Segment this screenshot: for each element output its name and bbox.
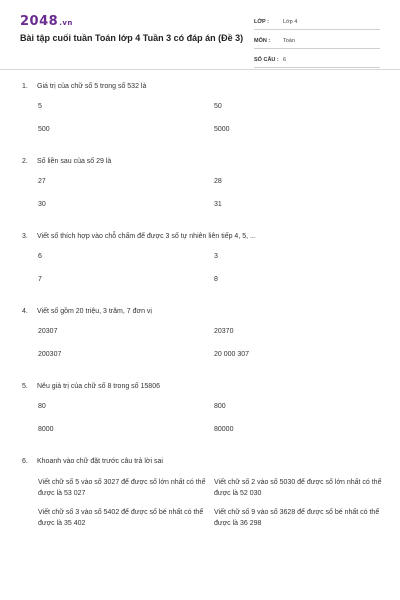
meta-label-grade: LỚP : bbox=[254, 18, 269, 25]
question-number: 6. bbox=[22, 457, 28, 465]
answer-options bbox=[22, 477, 382, 529]
meta-value-grade: Lớp 4 bbox=[283, 18, 298, 25]
answer-option[interactable]: 30 bbox=[38, 201, 46, 208]
logo-main: 2048 bbox=[20, 14, 59, 29]
answer-option[interactable]: 5 bbox=[38, 103, 42, 110]
answer-option[interactable]: 20307 bbox=[38, 328, 58, 335]
question-text: Số liền sau của số 29 là bbox=[37, 157, 112, 165]
answer-option[interactable]: 6 bbox=[38, 253, 42, 260]
question-1 bbox=[22, 80, 382, 136]
question-5 bbox=[22, 380, 382, 436]
answer-option[interactable]: 5000 bbox=[214, 126, 230, 133]
meta-row-count bbox=[254, 52, 380, 68]
question-2 bbox=[22, 155, 382, 211]
answer-option[interactable]: Viết chữ số 2 vào số 5030 để được số lớn nhất có thể được là 52 030 bbox=[214, 479, 382, 497]
question-3 bbox=[22, 230, 382, 286]
question-list bbox=[22, 80, 382, 548]
worksheet-title: Bài tập cuối tuần Toán lớp 4 Tuần 3 có đáp án (Đề 3) bbox=[20, 33, 244, 43]
question-4 bbox=[22, 305, 382, 361]
question-text: Viết số gồm 20 triệu, 3 trăm, 7 đơn vị bbox=[37, 307, 152, 315]
answer-options bbox=[22, 176, 382, 211]
worksheet-header bbox=[0, 0, 400, 70]
answer-option[interactable]: Viết chữ số 5 vào số 3027 để được số lớn nhất có thể được là 53 027 bbox=[38, 479, 206, 497]
answer-options bbox=[22, 251, 382, 286]
answer-option[interactable]: 200307 bbox=[38, 351, 62, 358]
answer-option[interactable]: 50 bbox=[214, 103, 222, 110]
question-number: 3. bbox=[22, 232, 28, 240]
meta-value-subject: Toán bbox=[283, 37, 295, 44]
answer-option[interactable]: 800 bbox=[214, 403, 226, 410]
meta-row-subject bbox=[254, 33, 380, 49]
question-6 bbox=[22, 455, 382, 529]
answer-option[interactable]: 8000 bbox=[38, 426, 54, 433]
question-text: Giá trị của chữ số 5 trong số 532 là bbox=[37, 82, 147, 90]
answer-options bbox=[22, 101, 382, 136]
question-number: 4. bbox=[22, 307, 28, 315]
answer-option[interactable]: 20370 bbox=[214, 328, 234, 335]
answer-option[interactable]: 7 bbox=[38, 276, 42, 283]
answer-option[interactable]: 8 bbox=[214, 276, 218, 283]
answer-options bbox=[22, 326, 382, 361]
question-number: 1. bbox=[22, 82, 28, 90]
question-number: 5. bbox=[22, 382, 28, 390]
question-text: Viết số thích hợp vào chỗ chấm để được 3 số tự nhiên liên tiếp 4, 5, ... bbox=[37, 232, 256, 240]
question-text: Nêu giá trị của chữ số 8 trong số 15806 bbox=[37, 382, 160, 390]
meta-row-grade bbox=[254, 14, 380, 30]
answer-options bbox=[22, 401, 382, 436]
worksheet-meta bbox=[254, 14, 380, 71]
answer-option[interactable]: 31 bbox=[214, 201, 222, 208]
question-number: 2. bbox=[22, 157, 28, 165]
logo-tld: .vn bbox=[59, 19, 73, 27]
answer-option[interactable]: 500 bbox=[38, 126, 50, 133]
meta-label-count: SỐ CÂU : bbox=[254, 56, 279, 63]
answer-option[interactable]: Viết chữ số 3 vào số 5402 để được số bé nhất có thể được là 35 402 bbox=[38, 509, 204, 527]
answer-option[interactable]: Viết chữ số 9 vào số 3628 để được số bé nhất có thể được là 36 298 bbox=[214, 509, 380, 527]
meta-label-subject: MÔN : bbox=[254, 37, 271, 44]
meta-value-count: 6 bbox=[283, 56, 287, 63]
answer-option[interactable]: 28 bbox=[214, 178, 222, 185]
answer-option[interactable]: 80000 bbox=[214, 426, 234, 433]
answer-option[interactable]: 20 000 307 bbox=[214, 351, 250, 358]
answer-option[interactable]: 80 bbox=[38, 403, 46, 410]
question-text: Khoanh vào chữ đặt trước câu trả lời sai bbox=[37, 457, 163, 465]
answer-option[interactable]: 27 bbox=[38, 178, 46, 185]
answer-option[interactable]: 3 bbox=[214, 253, 218, 260]
